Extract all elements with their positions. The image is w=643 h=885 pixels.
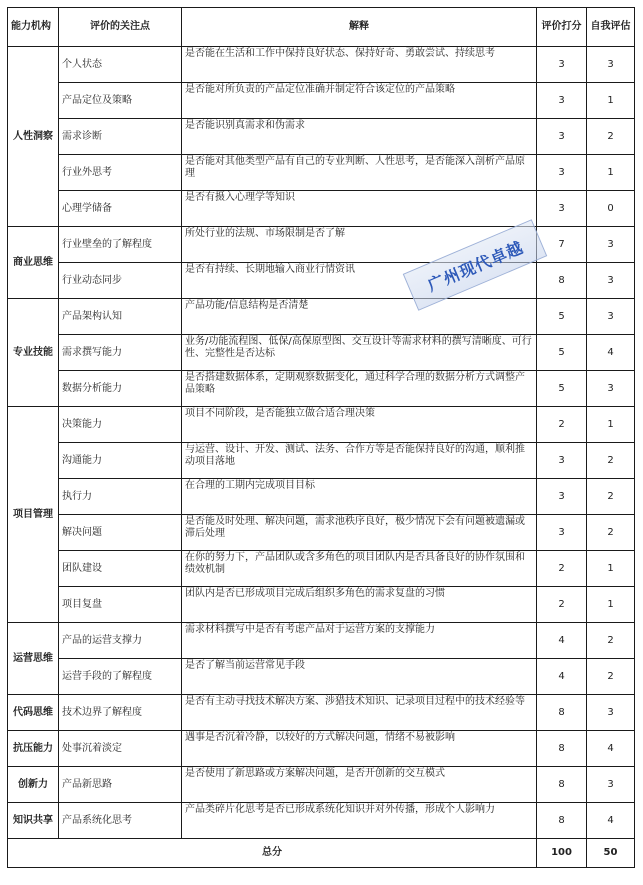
self-assessment-cell: 2: [587, 443, 635, 479]
focus-point-cell: 沟通能力: [59, 443, 182, 479]
score-cell: 2: [537, 551, 587, 587]
self-assessment-cell: 4: [587, 803, 635, 839]
table-row: [8, 623, 635, 659]
score-cell: 3: [537, 47, 587, 83]
explanation-cell: 是否了解当前运营常见手段: [182, 659, 537, 695]
explanation-cell: 是否使用了新思路或方案解决问题，是否开创新的交互模式: [182, 767, 537, 803]
score-cell: 2: [537, 587, 587, 623]
self-assessment-cell: 1: [587, 407, 635, 443]
score-cell: 8: [537, 803, 587, 839]
explanation-cell: 是否搭建数据体系，定期观察数据变化，通过科学合理的数据分析方式调整产品策略: [182, 371, 537, 407]
table-row: [8, 659, 635, 695]
category-cell: 代码思维: [8, 695, 59, 731]
table-row: [8, 443, 635, 479]
score-cell: 5: [537, 371, 587, 407]
table-row: [8, 767, 635, 803]
focus-point-cell: 运营手段的了解程度: [59, 659, 182, 695]
self-assessment-cell: 1: [587, 587, 635, 623]
score-cell: 3: [537, 119, 587, 155]
self-assessment-cell: 2: [587, 515, 635, 551]
table-row: [8, 479, 635, 515]
focus-point-cell: 技术边界了解程度: [59, 695, 182, 731]
self-assessment-cell: 1: [587, 155, 635, 191]
category-cell: 抗压能力: [8, 731, 59, 767]
focus-point-cell: 心理学储备: [59, 191, 182, 227]
self-assessment-cell: 2: [587, 479, 635, 515]
category-cell: 专业技能: [8, 299, 59, 407]
score-cell: 3: [537, 443, 587, 479]
focus-point-cell: 行业动态同步: [59, 263, 182, 299]
evaluation-table: [7, 7, 635, 868]
table-row: [8, 731, 635, 767]
focus-point-cell: 产品新思路: [59, 767, 182, 803]
self-assessment-cell: 3: [587, 47, 635, 83]
self-assessment-cell: 2: [587, 119, 635, 155]
score-cell: 4: [537, 659, 587, 695]
focus-point-cell: 数据分析能力: [59, 371, 182, 407]
table-row: [8, 47, 635, 83]
category-cell: 人性洞察: [8, 47, 59, 227]
focus-point-cell: 行业外思考: [59, 155, 182, 191]
table-row: [8, 299, 635, 335]
self-assessment-cell: 1: [587, 83, 635, 119]
explanation-cell: 与运营、设计、开发、测试、法务、合作方等是否能保持良好的沟通，顺利推动项目落地: [182, 443, 537, 479]
explanation-cell: 是否能对其他类型产品有自己的专业判断、人性思考，是否能深入剖析产品原理: [182, 155, 537, 191]
table-row: [8, 371, 635, 407]
focus-point-cell: 需求撰写能力: [59, 335, 182, 371]
self-assessment-cell: 3: [587, 767, 635, 803]
category-cell: 创新力: [8, 767, 59, 803]
table-row: [8, 191, 635, 227]
self-assessment-cell: 1: [587, 551, 635, 587]
focus-point-cell: 决策能力: [59, 407, 182, 443]
explanation-cell: 项目不同阶段，是否能独立做合适合理决策: [182, 407, 537, 443]
score-cell: 3: [537, 83, 587, 119]
table-row: [8, 335, 635, 371]
explanation-cell: 是否能在生活和工作中保持良好状态、保持好奇、勇敢尝试、持续思考: [182, 47, 537, 83]
explanation-cell: 产品类碎片化思考是否已形成系统化知识并对外传播，形成个人影响力: [182, 803, 537, 839]
header-focus-point: 评价的关注点: [59, 8, 182, 47]
explanation-cell: 在你的努力下，产品团队或含多角色的项目团队内是否具备良好的协作氛围和绩效机制: [182, 551, 537, 587]
self-assessment-cell: 3: [587, 371, 635, 407]
self-assessment-cell: 4: [587, 731, 635, 767]
table-row: [8, 551, 635, 587]
score-cell: 4: [537, 623, 587, 659]
explanation-cell: 是否能及时处理、解决问题，需求池秩序良好，极少情况下会有问题被遗漏或滞后处理: [182, 515, 537, 551]
explanation-cell: 在合理的工期内完成项目目标: [182, 479, 537, 515]
table-row: [8, 407, 635, 443]
self-assessment-cell: 3: [587, 695, 635, 731]
total-score: 100: [537, 839, 587, 868]
score-cell: 3: [537, 515, 587, 551]
explanation-cell: 需求材料撰写中是否有考虑产品对于运营方案的支撑能力: [182, 623, 537, 659]
focus-point-cell: 个人状态: [59, 47, 182, 83]
header-ability: 能力机构: [8, 8, 59, 47]
score-cell: 2: [537, 407, 587, 443]
explanation-cell: 是否有主动寻找技术解决方案、涉猎技术知识、记录项目过程中的技术经验等: [182, 695, 537, 731]
self-assessment-cell: 2: [587, 659, 635, 695]
explanation-cell: 是否有持续、长期地输入商业行情资讯: [182, 263, 537, 299]
table-row: [8, 803, 635, 839]
explanation-cell: 是否能对所负责的产品定位准确并制定符合该定位的产品策略: [182, 83, 537, 119]
focus-point-cell: 处事沉着淡定: [59, 731, 182, 767]
focus-point-cell: 解决问题: [59, 515, 182, 551]
self-assessment-cell: 4: [587, 335, 635, 371]
table-row: [8, 587, 635, 623]
explanation-cell: 是否能识别真需求和伪需求: [182, 119, 537, 155]
category-cell: 项目管理: [8, 407, 59, 623]
focus-point-cell: 行业壁垒的了解程度: [59, 227, 182, 263]
explanation-cell: 团队内是否已形成项目完成后组织多角色的需求复盘的习惯: [182, 587, 537, 623]
table-row: [8, 515, 635, 551]
score-cell: 8: [537, 695, 587, 731]
self-assessment-cell: 2: [587, 623, 635, 659]
header-score: 评价打分: [537, 8, 587, 47]
table-row: [8, 695, 635, 731]
table-row: [8, 119, 635, 155]
table-body: [8, 47, 635, 868]
total-row: [8, 839, 635, 868]
focus-point-cell: 需求诊断: [59, 119, 182, 155]
explanation-cell: 业务/功能流程图、低保/高保原型图、交互设计等需求材料的撰写清晰度、可行性、完整性是否达标: [182, 335, 537, 371]
score-cell: 8: [537, 731, 587, 767]
score-cell: 3: [537, 155, 587, 191]
watermark-text: 广州现代卓越: [424, 237, 527, 296]
self-assessment-cell: 3: [587, 227, 635, 263]
score-cell: 8: [537, 767, 587, 803]
explanation-cell: 所处行业的法规、市场限制是否了解: [182, 227, 537, 263]
explanation-cell: 遇事是否沉着冷静，以较好的方式解决问题，情绪不易被影响: [182, 731, 537, 767]
focus-point-cell: 产品的运营支撑力: [59, 623, 182, 659]
self-assessment-cell: 0: [587, 191, 635, 227]
header-self-assessment: 自我评估: [587, 8, 635, 47]
category-cell: 知识共享: [8, 803, 59, 839]
self-assessment-cell: 3: [587, 263, 635, 299]
self-assessment-cell: 3: [587, 299, 635, 335]
total-self: 50: [587, 839, 635, 868]
table-row: [8, 155, 635, 191]
category-cell: 商业思维: [8, 227, 59, 299]
focus-point-cell: 执行力: [59, 479, 182, 515]
header-explanation: 解释: [182, 8, 537, 47]
score-cell: 8: [537, 263, 587, 299]
table-row: [8, 83, 635, 119]
focus-point-cell: 项目复盘: [59, 587, 182, 623]
focus-point-cell: 产品系统化思考: [59, 803, 182, 839]
header-row: [8, 8, 635, 47]
total-label: 总分: [8, 839, 537, 868]
evaluation-sheet: [7, 7, 635, 868]
focus-point-cell: 产品架构认知: [59, 299, 182, 335]
score-cell: 5: [537, 335, 587, 371]
category-cell: 运营思维: [8, 623, 59, 695]
score-cell: 7: [537, 227, 587, 263]
score-cell: 3: [537, 191, 587, 227]
explanation-cell: 是否有摄入心理学等知识: [182, 191, 537, 227]
score-cell: 5: [537, 299, 587, 335]
table-row: [8, 263, 635, 299]
focus-point-cell: 产品定位及策略: [59, 83, 182, 119]
explanation-cell: 产品功能/信息结构是否清楚: [182, 299, 537, 335]
focus-point-cell: 团队建设: [59, 551, 182, 587]
score-cell: 3: [537, 479, 587, 515]
